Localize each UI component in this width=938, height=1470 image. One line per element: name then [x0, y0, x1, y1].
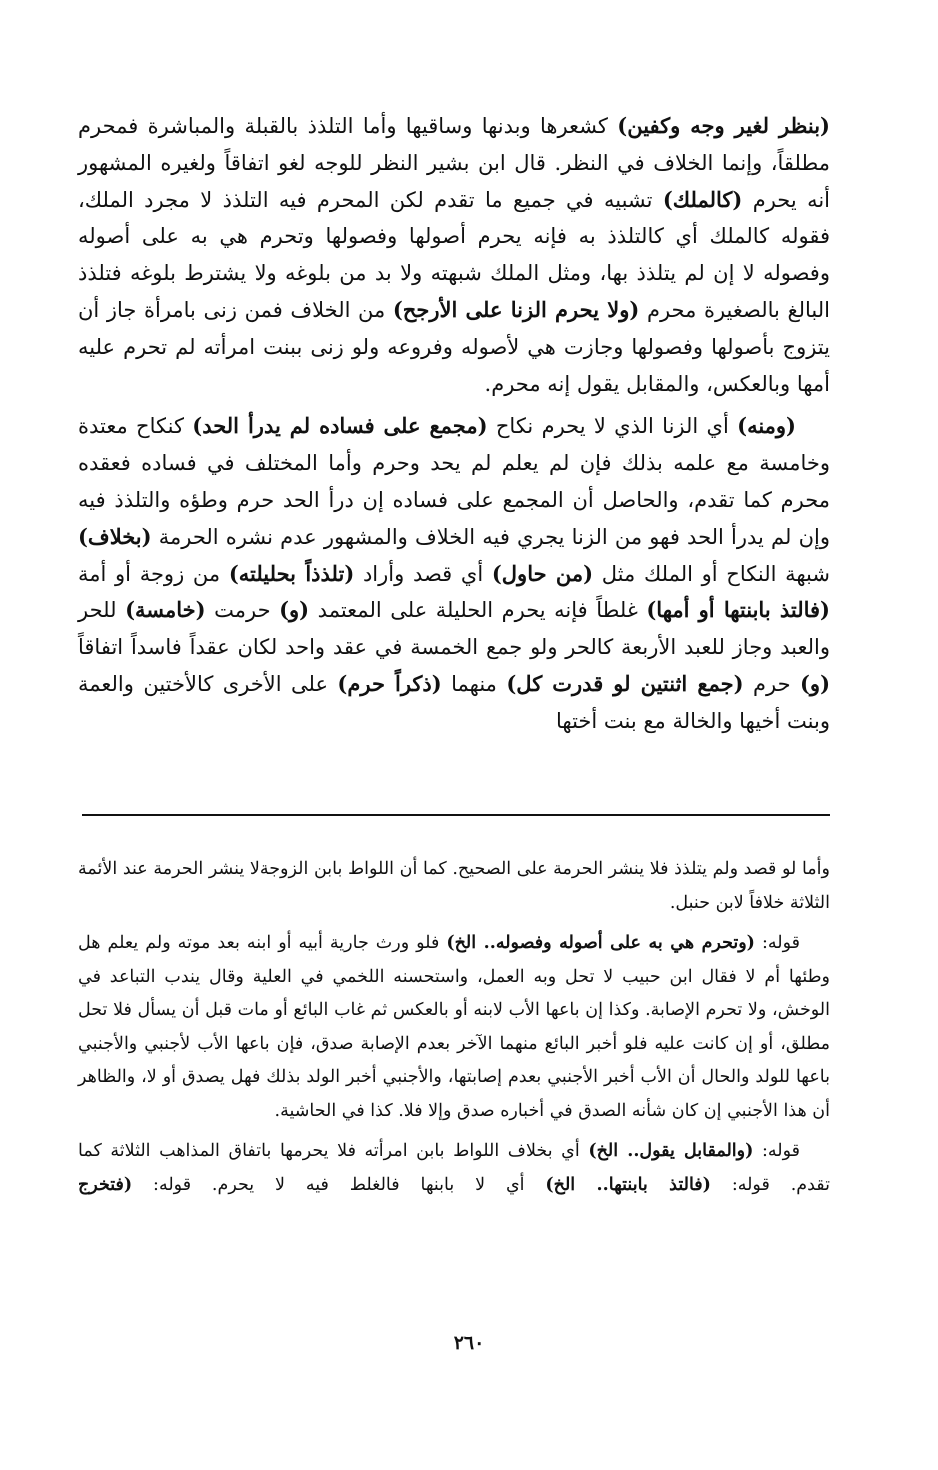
- bold-phrase: (تلذذاً بحليلته): [228, 560, 355, 586]
- main-paragraph-1: [78, 108, 830, 402]
- bold-phrase: (كالملك): [662, 186, 743, 212]
- bold-phrase: (فالتذ بابنتها.. الخ): [545, 1174, 711, 1195]
- text-run: كشعرها وبدنها وساقيها وأما التلذذ بالقبلة والمباشرة فمحرم مطلقاً، وإنما الخلاف في النظر. قال ابن بشير النظر للوجه لغو اتفاقاً ولغيره المشهور أنه يحرم: [78, 114, 831, 212]
- bold-phrase: (من حاول): [491, 560, 594, 586]
- bold-phrase: (وتحرم هي به على أصوله وفصوله.. الخ): [446, 933, 755, 953]
- text-run: حرمت: [205, 598, 280, 623]
- text-run: أي لا بابنها فالغلط فيه لا يحرم. قوله:: [132, 1174, 546, 1195]
- bold-phrase: (بخلاف): [78, 523, 152, 549]
- text-run: تشبيه في جميع ما تقدم لكن المحرم فيه التلذذ لا مجرد الملك، فقوله كالملك أي كالتلذذ به فإنه يحرم أصولها وفصولها وتحرم هي به على أصوله وفصوله لا إن لم يتلذذ بها، ومثل الملك شبهته ولا بد من بلوغه ولا يشترط بلوغه فتلذذ البالغ بالصغيرة محرم: [78, 187, 830, 322]
- bold-phrase: (و): [279, 597, 310, 623]
- text-run: أي بخلاف اللواط بابن امرأته فلا يحرمها باتفاق المذاهب الثلاثة كما تقدم. قوله:: [78, 1141, 831, 1195]
- text-run: من الخلاف فمن زنى بامرأة جاز أن يتزوج بأصولها وفصولها وجازت هي لأصوله وفروعه ولو زنى ببنت امرأته لم تحرم عليه أمها وبالعكس، والمقابل يقول إنه محرم.: [78, 297, 830, 396]
- text-run: غلطاً فإنه يحرم الحليلة على المعتمد: [309, 598, 647, 623]
- text-run: للحر والعبد وجاز للعبد الأربعة كالحر ولو جمع الخمسة في عقد واحد لكان عقداً فاسداً اتفاقاً: [78, 598, 830, 660]
- text-run: أي قصد وأراد: [354, 561, 492, 586]
- text-run: قوله:: [753, 1141, 800, 1161]
- text-run: فلو ورث جارية أبيه أو ابنه بعد موته ولم يعلم هل وطئها أم لا فقال ابن حبيب لا تحل وبه العمل، واستحسنه اللخمي في العلية وقال يندب التباعد في الوخش، ولا تحرم الإصابة. وكذا إن باعها الأب لابنه أو بالعكس ثم غاب البائع أو مات قبل أن يسأل فلا تحل مطلق، أو إن كانت عليه فلو أخبر البائع منهما الآخر بعدم الإصابة صدق، فإن باعها الأب لأجنبي والأجنبي باعها للولد والحال أن الأب أخبر الأجنبي بعدم إصابتها، والأجنبي أخبر الولد بذلك فهل يصدق أو لا، والظاهر أن هذا الأجنبي إن كان شأنه الصدق في أخباره صدق وإلا فلا. كذا في الحاشية.: [78, 933, 830, 1121]
- footnote-paragraph-3: [78, 1135, 830, 1202]
- bold-phrase: (ومنه): [737, 413, 796, 439]
- footnote-paragraph-1: [78, 853, 830, 920]
- text-run: من زوجة أو أمة: [78, 561, 229, 586]
- text-run: قوله:: [754, 933, 800, 953]
- text-run: حرم: [743, 671, 800, 696]
- text-run: أي الزنا الذي لا يحرم نكاح: [487, 414, 738, 439]
- text-run: منهما: [441, 671, 507, 696]
- bold-phrase: (خامسة): [125, 597, 206, 623]
- bold-phrase: (ولا يحرم الزنا على الأرجح): [392, 296, 640, 322]
- text-run: كنكاح معتدة وخامسة مع علمه بذلك فإن لم يعلم لم يحد وحرم وأما المختلف في فساده فعقده محرم كما تقدم، والحاصل أن المجمع على فساده إن درأ الحد حرم وطؤه والتلذذ فيه وإن لم يدرأ الحد فهو من الزنا يجري فيه الخلاف والمشهور عدم نشره الحرمة: [78, 414, 830, 549]
- bold-phrase: (مجمع على فساده لم يدرأ الحد): [192, 413, 488, 439]
- main-text: [78, 108, 830, 740]
- bold-phrase: (فتخرج: [78, 1174, 133, 1195]
- bold-phrase: (و): [800, 670, 831, 696]
- footnotes: [78, 853, 830, 1202]
- main-paragraph-2: [78, 408, 830, 739]
- bold-phrase: (بنظر لغير وجه وكفين): [617, 113, 830, 138]
- text-run: وأما لو قصد ولم يتلذذ فلا ينشر الحرمة على الصحيح. كما أن اللواط بابن الزوجةلا ينشر الحرمة عند الأئمة الثلاثة خلافاً لابن حنبل.: [78, 859, 830, 913]
- bold-phrase: (ذكراً حرم): [337, 670, 442, 696]
- footnote-separator: [82, 814, 830, 816]
- bold-phrase: (جمع اثنتين لو قدرت كل): [506, 670, 744, 696]
- bold-phrase: (والمقابل يقول.. الخ): [588, 1141, 754, 1161]
- text-run: على الأخرى كالأختين والعمة وبنت أخيها والخالة مع بنت أختها: [78, 671, 830, 733]
- bold-phrase: (فالتذ بابنتها أو أمها): [646, 597, 830, 623]
- text-run: شبهة النكاح أو الملك مثل: [593, 561, 830, 586]
- page-number: ٢٦٠: [453, 1332, 485, 1354]
- footnote-paragraph-2: [78, 927, 830, 1128]
